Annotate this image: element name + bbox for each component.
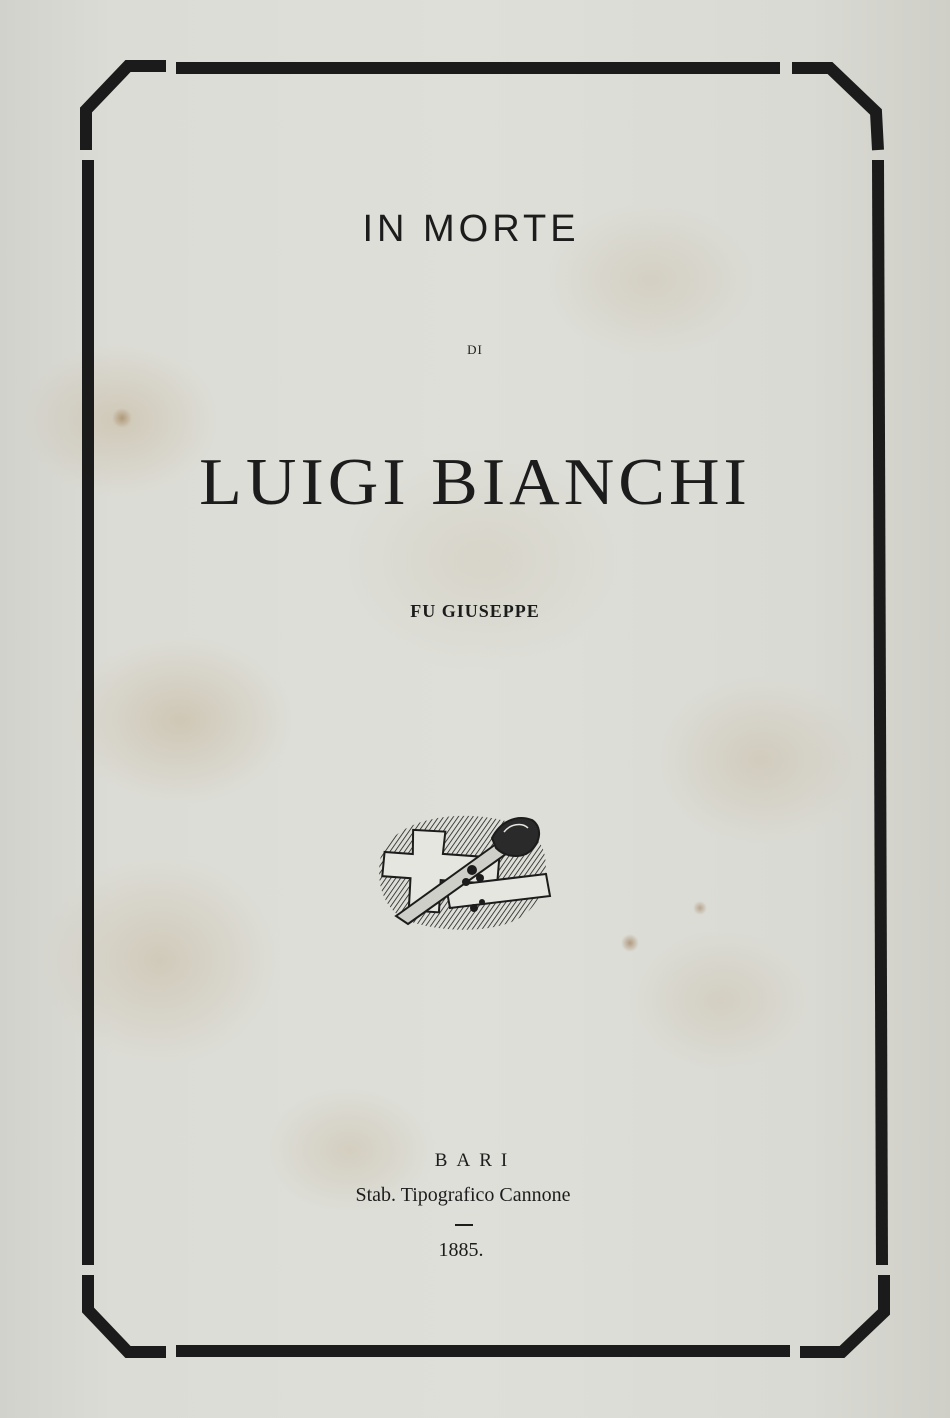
printer-name: Stab. Tipografico Cannone	[355, 1184, 571, 1206]
place-of-publication: BARI	[434, 1150, 517, 1171]
cross-and-torch-icon	[376, 808, 552, 938]
publication-year: 1885.	[438, 1239, 484, 1261]
separator-rule	[455, 1224, 473, 1226]
heading-in-morte: IN MORTE	[362, 208, 580, 250]
deceased-name: LUIGI BIANCHI	[199, 445, 751, 520]
preposition-di: DI	[467, 342, 483, 357]
patronymic: FU GIUSEPPE	[410, 601, 540, 621]
